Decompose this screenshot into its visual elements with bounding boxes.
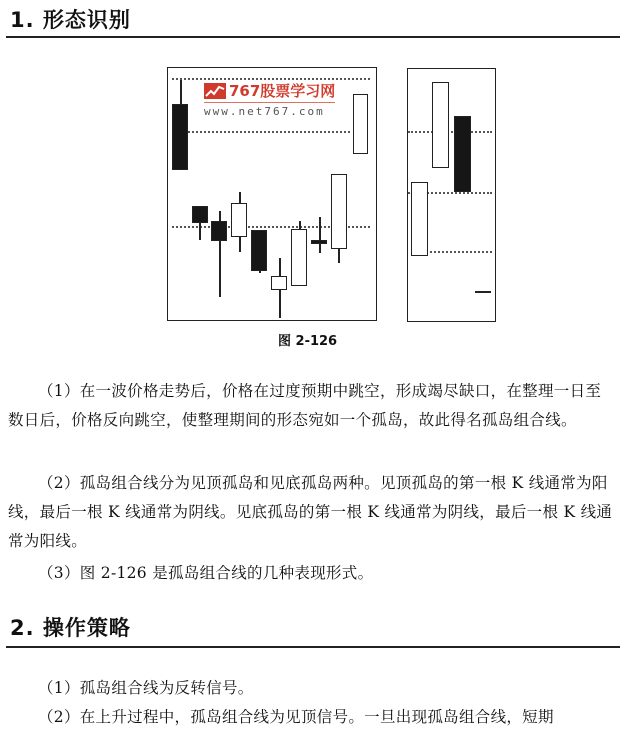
candle-bearish [251, 230, 267, 271]
candle-bearish [454, 116, 471, 192]
heading-rule [6, 646, 620, 648]
candle-doji [311, 240, 327, 244]
watermark [204, 80, 335, 118]
candle-bullish [291, 229, 307, 286]
candle-bearish [172, 104, 188, 170]
candlestick-chart-left [167, 67, 377, 321]
candle-bullish [353, 94, 368, 154]
heading-rule [6, 36, 620, 38]
candle-bullish [432, 82, 449, 168]
figure-caption: 图 2-126 [278, 334, 338, 349]
candle-bullish [271, 276, 287, 290]
paragraph: （2）在上升过程中，孤岛组合线为见顶信号。一旦出现孤岛组合线，短期 [38, 708, 554, 726]
watermark-title: 767股票学习网 [229, 82, 336, 100]
section-heading-1: 1. 形态识别 [10, 8, 131, 32]
chart-logo-icon [204, 83, 226, 99]
candle-bullish [331, 174, 347, 249]
candlestick-chart-right [407, 68, 496, 322]
candle-bullish [231, 203, 247, 237]
candle-bearish [192, 206, 208, 223]
gridline [430, 251, 492, 253]
candle-bullish [411, 182, 428, 256]
paragraph: （3）图 2-126 是孤岛组合线的几种表现形式。 [38, 564, 374, 582]
gridline [408, 131, 492, 133]
watermark-url: www.net767.com [204, 105, 325, 118]
section-heading-2: 2. 操作策略 [10, 616, 131, 640]
paragraph: （1）孤岛组合线为反转信号。 [38, 679, 254, 697]
candle-bearish [211, 221, 227, 241]
candle-doji [475, 291, 491, 293]
paragraph: （1）在一波价格走势后，价格在过度预期中跳空，形成竭尽缺口，在整理一日至数日后，价格反向跳空，使整理期间的形态宛如一个孤岛，故此得名孤岛组合线。 [8, 382, 602, 429]
paragraph: （2）孤岛组合线分为见顶孤岛和见底孤岛两种。见顶孤岛的第一根 K 线通常为阳线，最后一根 K 线通常为阴线。见底孤岛的第一根 K 线通常为阴线，最后一根 K 线通常为阳线。 [8, 474, 613, 550]
candle-wick [319, 217, 321, 253]
gridline [188, 131, 350, 133]
